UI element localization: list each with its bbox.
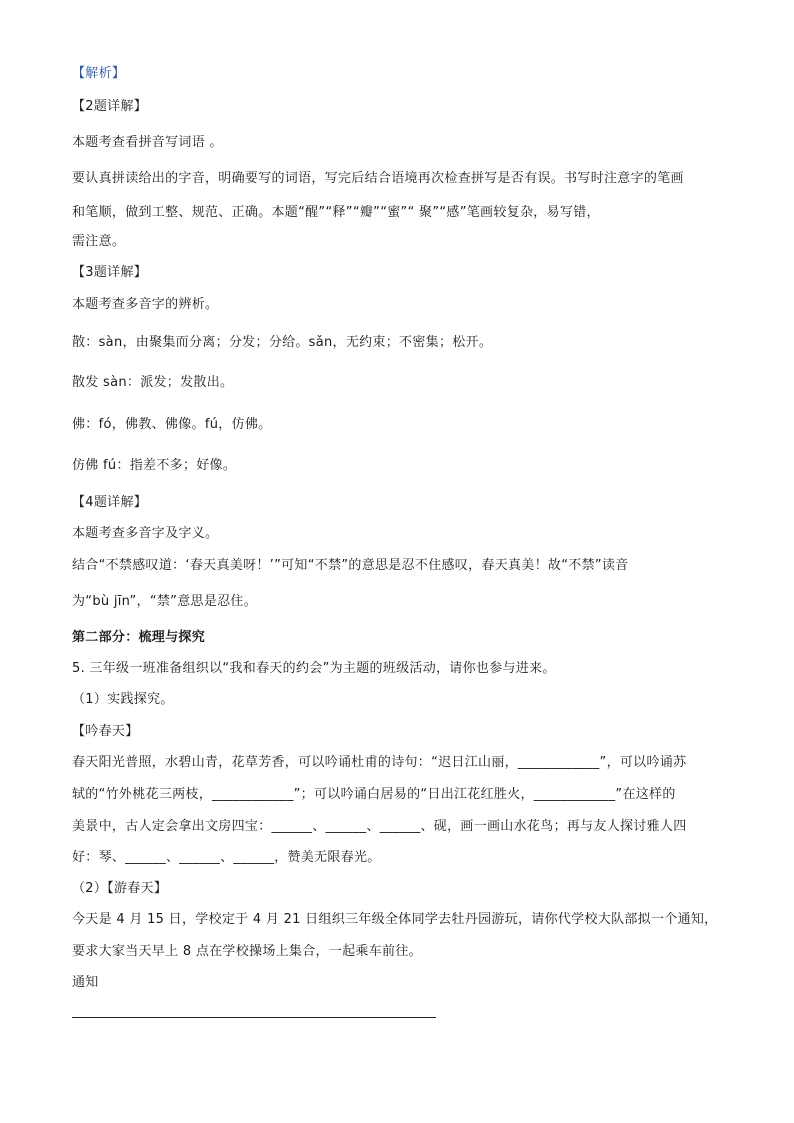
q2-heading: 【2题详解】 [72, 99, 148, 114]
q4-intro: 本题考查多音字及字义。 [72, 526, 219, 541]
q5-part1: （1）实践探究。 [72, 692, 174, 707]
q3-fangfu: 仿佛 fú：指差不多；好像。 [72, 458, 237, 473]
q4-detail-line-1: 结合“不禁感叹道：‘春天真美呀！’”可知“不禁”的意思是忍不住感叹，春天真美！故“不禁”读音 [72, 558, 629, 573]
you-chuntian-heading: （2）【游春天】 [72, 881, 168, 896]
answer-line [72, 1017, 436, 1018]
notice-title: 通知 [72, 975, 99, 990]
q3-fo-meaning: 佛：fó，佛教、佛像。fú，仿佛。 [72, 417, 272, 432]
yin-chuntian-heading: 【吟春天】 [72, 724, 139, 739]
q3-intro: 本题考查多音字的辨析。 [72, 297, 219, 312]
q3-sanfa: 散发 sàn：派发；发散出。 [72, 375, 234, 390]
notice-task-line-2: 要求大家当天早上 8 点在学校操场上集合，一起乘车前往。 [72, 944, 422, 959]
yin-chuntian-line-3: 美景中，古人定会拿出文房四宝：______、______、______、砚，画一画山水花鸟；再与友人探讨雅人四 [72, 819, 687, 834]
section-two-title: 第二部分：梳理与探究 [72, 630, 206, 645]
q4-heading: 【4题详解】 [72, 495, 148, 510]
q2-intro: 本题考查看拼音写词语 。 [72, 135, 223, 150]
q2-detail-line-1: 要认真拼读给出的字音，明确要写的词语，写完后结合语境再次检查拼写是否有误。书写时注意字的笔画 [72, 171, 684, 186]
yin-chuntian-line-4: 好：琴、______、______、______，赞美无限春光。 [72, 850, 381, 865]
q5-stem: 5. 三年级一班准备组织以“我和春天的约会”为主题的班级活动，请你也参与进来。 [72, 661, 556, 676]
q2-detail-line-3: 需注意。 [72, 234, 126, 249]
yin-chuntian-line-1: 春天阳光普照，水碧山青，花草芳香，可以吟诵杜甫的诗句：“迟日江山丽，____________”，可以吟诵苏 [72, 755, 687, 770]
q3-heading: 【3题详解】 [72, 265, 148, 280]
notice-task-line-1: 今天是 4 月 15 日，学校定于 4 月 21 日组织三年级全体同学去牡丹园游玩，请你代学校大队部拟一个通知， [72, 912, 718, 927]
analysis-heading: 【解析】 [72, 66, 126, 81]
yin-chuntian-line-2: 轼的“竹外桃花三两枝，____________”；可以吟诵白居易的“日出江花红胜火，____________”在这样的 [72, 787, 676, 802]
q4-detail-line-2: 为“bù jīn”，“禁”意思是忍住。 [72, 594, 258, 609]
q2-detail-line-2: 和笔顺，做到工整、规范、正确。本题“醒”“释”“瓣”“蜜”“ 聚”“感”笔画较复杂，易写错， [72, 205, 600, 220]
q3-san-meaning: 散：sàn，由聚集而分离；分发；分给。sǎn，无约束；不密集；松开。 [72, 335, 493, 350]
